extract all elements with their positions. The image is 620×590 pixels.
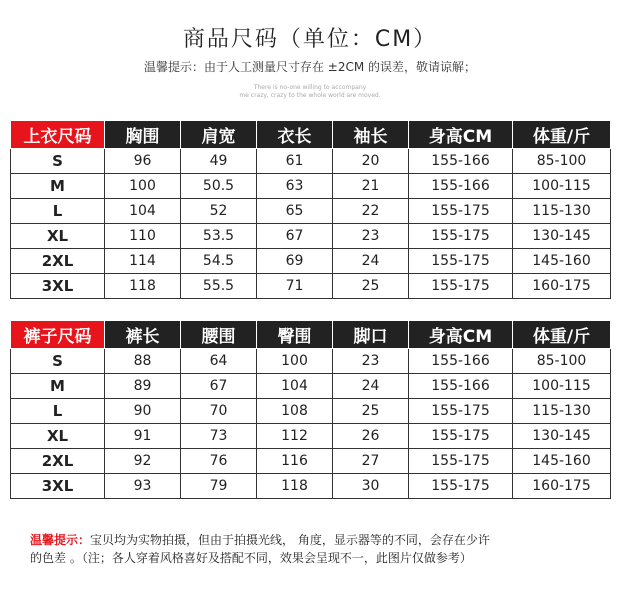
table-cell: 100-115 [513,374,611,399]
table-cell: 160-175 [513,474,611,499]
table-cell: 61 [257,149,333,174]
table-cell: 100-115 [513,174,611,199]
size-cell: 2XL [11,449,105,474]
table-cell: 116 [257,449,333,474]
page-title: 商品尺码（单位：CM） [182,27,438,52]
table-row [11,224,611,249]
size-cell: XL [11,424,105,449]
table-cell: 20 [333,149,409,174]
hem-header: 脚口 [333,321,409,349]
table-cell: 155-175 [409,249,513,274]
table-cell: 108 [257,399,333,424]
table-cell: 115-130 [513,199,611,224]
length-header: 衣长 [257,121,333,149]
table-cell: 155-166 [409,374,513,399]
height-header: 身高CM [409,121,513,149]
height-header: 身高CM [409,321,513,349]
table-cell: 155-175 [409,474,513,499]
weight-header: 体重/斤 [513,121,611,149]
footer-line-2: 的色差 。（注；各人穿着风格喜好及搭配不同，效果会呈现不一，此图片仅做参考） [30,551,472,565]
table-cell: 85-100 [513,349,611,374]
table-cell: 112 [257,424,333,449]
table-cell: 155-166 [409,149,513,174]
table-cell: 91 [105,424,181,449]
table-cell: 26 [333,424,409,449]
size-cell: S [11,349,105,374]
table-row [11,249,611,274]
table-cell: 64 [181,349,257,374]
table-cell: 71 [257,274,333,299]
table-cell: 69 [257,249,333,274]
table-cell: 50.5 [181,174,257,199]
slogan-line: There is no-one willing to accompany [253,84,367,91]
table-cell: 118 [257,474,333,499]
table-cell: 96 [105,149,181,174]
table-header-row [11,321,611,349]
footer-line-1: 宝贝均为实物拍摄，但由于拍摄光线， 角度，显示器等的不同，会存在少许 [90,533,490,547]
top-table-body [11,149,611,299]
size-cell: M [11,174,105,199]
table-cell: 65 [257,199,333,224]
table-cell: 55.5 [181,274,257,299]
table-cell: 100 [257,349,333,374]
table-cell: 52 [181,199,257,224]
table-row [11,374,611,399]
table-cell: 145-160 [513,449,611,474]
top-size-header: 上衣尺码 [11,121,105,149]
table-row [11,399,611,424]
table-row [11,449,611,474]
table-cell: 24 [333,249,409,274]
size-cell: S [11,149,105,174]
table-cell: 155-175 [409,199,513,224]
table-cell: 27 [333,449,409,474]
table-cell: 21 [333,174,409,199]
slogan-line: me crazy, crazy to the whole world are moved. [239,92,381,99]
table-cell: 155-166 [409,349,513,374]
size-cell: 3XL [11,474,105,499]
table-cell: 30 [333,474,409,499]
table-row [11,274,611,299]
footer-note [30,531,590,567]
table-cell: 104 [257,374,333,399]
size-cell: M [11,374,105,399]
size-cell: L [11,399,105,424]
size-cell: L [11,199,105,224]
table-cell: 100 [105,174,181,199]
footer-warning-label: 温馨提示： [30,533,91,547]
hip-header: 臀围 [257,321,333,349]
table-cell: 79 [181,474,257,499]
table-cell: 70 [181,399,257,424]
pants-size-header: 裤子尺码 [11,321,105,349]
table-cell: 25 [333,274,409,299]
table-cell: 49 [181,149,257,174]
table-cell: 23 [333,224,409,249]
table-cell: 22 [333,199,409,224]
table-cell: 110 [105,224,181,249]
table-cell: 67 [181,374,257,399]
table-row [11,174,611,199]
table-cell: 104 [105,199,181,224]
table-cell: 67 [257,224,333,249]
table-row [11,474,611,499]
table-cell: 130-145 [513,224,611,249]
table-cell: 115-130 [513,399,611,424]
weight-header: 体重/斤 [513,321,611,349]
table-cell: 90 [105,399,181,424]
slogan [0,84,620,100]
pants-length-header: 裤长 [105,321,181,349]
table-cell: 155-175 [409,424,513,449]
measurement-notice: 温馨提示：由于人工测量尺寸存在 ±2CM 的误差，敬请谅解； [143,60,477,74]
table-cell: 114 [105,249,181,274]
waist-header: 腰围 [181,321,257,349]
pants-table-body [11,349,611,499]
table-cell: 155-175 [409,449,513,474]
shoulder-header: 肩宽 [181,121,257,149]
table-cell: 53.5 [181,224,257,249]
table-cell: 145-160 [513,249,611,274]
table-cell: 118 [105,274,181,299]
table-row [11,424,611,449]
table-cell: 54.5 [181,249,257,274]
chest-header: 胸围 [105,121,181,149]
table-cell: 93 [105,474,181,499]
table-header-row [11,121,611,149]
size-cell: 3XL [11,274,105,299]
table-cell: 89 [105,374,181,399]
table-cell: 155-166 [409,174,513,199]
table-cell: 88 [105,349,181,374]
size-cell: 2XL [11,249,105,274]
table-row [11,349,611,374]
table-cell: 155-175 [409,399,513,424]
table-row [11,149,611,174]
table-cell: 130-145 [513,424,611,449]
table-row [11,199,611,224]
table-cell: 73 [181,424,257,449]
table-cell: 76 [181,449,257,474]
sleeve-header: 袖长 [333,121,409,149]
table-cell: 63 [257,174,333,199]
table-cell: 155-175 [409,274,513,299]
table-cell: 85-100 [513,149,611,174]
table-cell: 155-175 [409,224,513,249]
top-size-table [10,120,611,299]
table-cell: 23 [333,349,409,374]
pants-size-table [10,320,611,499]
table-cell: 25 [333,399,409,424]
table-cell: 160-175 [513,274,611,299]
table-cell: 24 [333,374,409,399]
size-cell: XL [11,224,105,249]
table-cell: 92 [105,449,181,474]
